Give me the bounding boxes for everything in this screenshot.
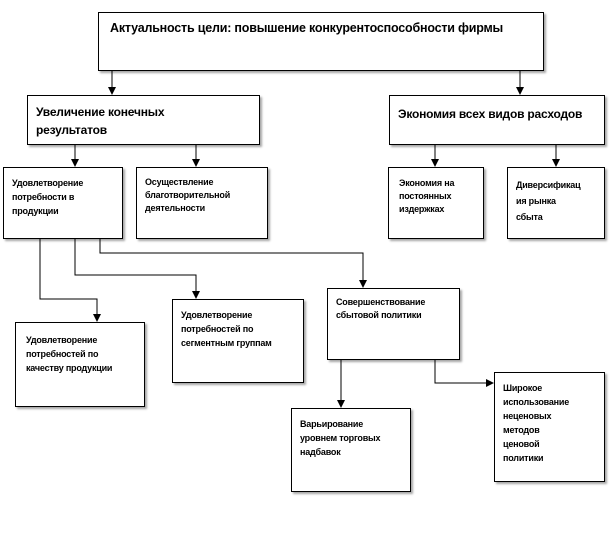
root-goal-label: Актуальность цели: повышение конкурентоспособности фирмы	[110, 21, 504, 35]
nonprice-methods-box	[494, 372, 605, 482]
fixed-cost-savings-box	[388, 167, 484, 239]
quality-needs-label: Удовлетворение потребностей по качеству продукции	[26, 335, 113, 373]
increase-results-box	[27, 95, 260, 145]
charity-box	[136, 167, 268, 239]
arrow-needs-to-quality	[40, 239, 97, 321]
needs-satisfaction-label: Удовлетворение потребности в продукции	[12, 178, 84, 216]
nonprice-methods-label: Широкое использование неценовых методов ценовой политики	[503, 383, 570, 463]
needs-satisfaction-box	[3, 167, 123, 239]
arrow-needs-to-segments	[75, 239, 196, 298]
increase-results-label: Увеличение конечных результатов	[36, 105, 165, 137]
markup-variation-label: Варьирование уровнем торговых надбавок	[300, 419, 381, 457]
market-diversification-label: Диверсификац ия рынка сбыта	[516, 180, 581, 222]
markup-variation-box	[291, 408, 411, 492]
fixed-cost-savings-label: Экономия на постоянных издержках	[399, 178, 455, 214]
market-diversification-box	[507, 167, 605, 239]
arrow-needs-to-sales	[100, 239, 363, 287]
cost-savings-box	[389, 95, 605, 145]
segment-needs-label: Удовлетворение потребностей по сегментным группам	[181, 310, 272, 348]
sales-policy-box	[327, 288, 460, 360]
segment-needs-box	[172, 299, 304, 383]
sales-policy-label: Совершенствование сбытовой политики	[336, 297, 426, 320]
charity-label: Осуществление благотворительной деятельности	[145, 177, 231, 213]
root-goal-box	[98, 12, 544, 71]
cost-savings-label: Экономия всех видов расходов	[398, 107, 583, 121]
quality-needs-box	[15, 322, 145, 407]
arrow-sales-to-nonprice	[435, 360, 493, 383]
